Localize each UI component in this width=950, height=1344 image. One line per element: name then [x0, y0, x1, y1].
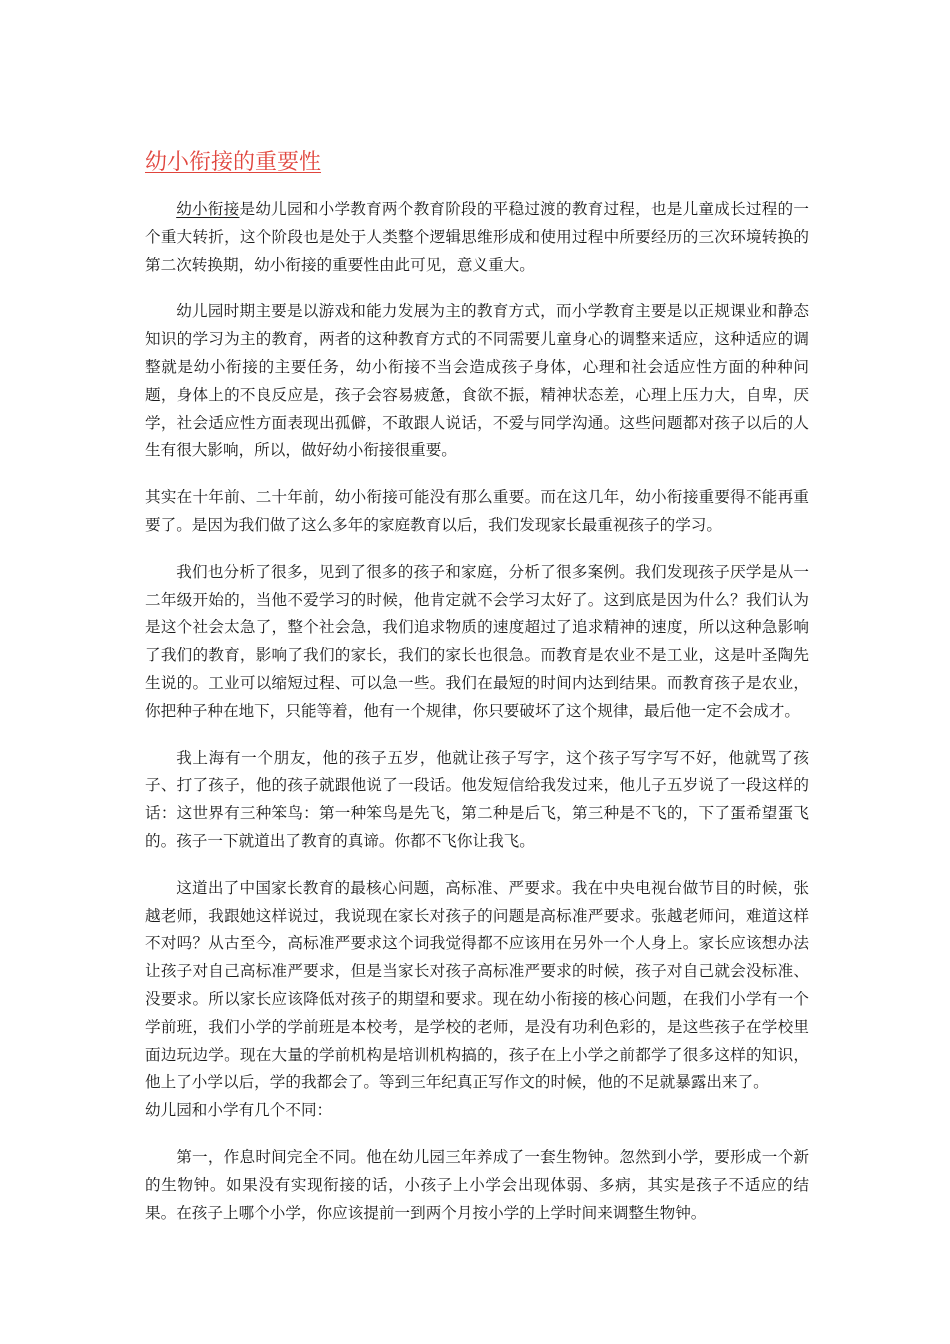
article-title[interactable]: 幼小衔接的重要性 — [145, 150, 322, 175]
paragraph-4: 我们也分析了很多，见到了很多的孩子和家庭，分析了很多案例。我们发现孩子厌学是从一二年级开始的，当他不爱学习的时候，他肯定就不会学习太好了。这到底是因为什么？我们认为是这个社会太急了，整个社会急，我们追求物质的速度超过了追求精神的速度，所以这种急影响了我们的教育，影响了我们的家长，我们的家长也很急。而教育是农业不是工业，这是叶圣陶先生说的。工业可以缩短过程、可以急一些。我们在最短的时间内达到结果。而教育孩子是农业，你把种子种在地下，只能等着，他有一个规律，你只要破坏了这个规律，最后他一定不会成才。 — [145, 562, 809, 720]
document-page — [145, 148, 809, 1227]
paragraph-intro — [145, 196, 809, 279]
paragraph-3: 其实在十年前、二十年前，幼小衔接可能没有那么重要。而在这几年，幼小衔接重要得不能再重要了。是因为我们做了这么多年的家庭教育以后，我们发现家长最重视孩子的学习。 — [145, 488, 809, 534]
paragraph-8: 第一，作息时间完全不同。他在幼儿园三年养成了一套生物钟。忽然到小学，要形成一个新的生物钟。如果没有实现衔接的话，小孩子上小学会出现体弱、多病，其实是孩子不适应的结果。在孩子上哪个小学，你应该提前一到两个月按小学的上学时间来调整生物钟。 — [145, 1147, 809, 1222]
paragraph-5: 我上海有一个朋友，他的孩子五岁，他就让孩子写字，这个孩子写字写不好，他就骂了孩子、打了孩子，他的孩子就跟他说了一段话。他发短信给我发过来，他儿子五岁说了一段这样的话：这世界有三种笨鸟：第一种笨鸟是先飞，第二种是后飞，第三种是不飞的，下了蛋希望蛋飞的。孩子一下就道出了教育的真谛。你都不飞你让我飞。 — [145, 748, 809, 850]
paragraph-intro-text: 是幼儿园和小学教育两个教育阶段的平稳过渡的教育过程，也是儿童成长过程的一个重大转折，这个阶段也是处于人类整个逻辑思维形成和使用过程中所要经历的三次环境转换的第二次转换期，幼小衔接的重要性由此可见，意义重大。 — [145, 200, 809, 274]
paragraph-2: 幼儿园时期主要是以游戏和能力发展为主的教育方式，而小学教育主要是以正规课业和静态知识的学习为主的教育，两者的这种教育方式的不同需要儿童身心的调整来适应，这种适应的调整就是幼小衔接的主要任务，幼小衔接不当会造成孩子身体，心理和社会适应性方面的种种问题，身体上的不良反应是，孩子会容易疲惫，食欲不振，精神状态差，心理上压力大，自卑，厌学，社会适应性方面表现出孤僻，不敢跟人说话，不爱与同学沟通。这些问题都对孩子以后的人生有很大影响，所以，做好幼小衔接很重要。 — [145, 302, 809, 460]
paragraph-7: 幼儿园和小学有几个不同： — [145, 1101, 333, 1120]
term-link[interactable]: 幼小衔接 — [176, 200, 240, 218]
paragraph-6: 这道出了中国家长教育的最核心问题，高标准、严要求。我在中央电视台做节目的时候，张越老师，我跟她这样说过，我说现在家长对孩子的问题是高标准严要求。张越老师问，难道这样不对吗？从古至今，高标准严要求这个词我觉得都不应该用在另外一个人身上。家长应该想办法让孩子对自己高标准严要求，但是当家长对孩子高标准严要求的时候，孩子对自己就会没标准、没要求。所以家长应该降低对孩子的期望和要求。现在幼小衔接的核心问题，在我们小学有一个学前班，我们小学的学前班是本校考，是学校的老师，是没有功利色彩的，是这些孩子在学校里面边玩边学。现在大量的学前机构是培训机构搞的，孩子在上小学之前都学了很多这样的知识，他上了小学以后，学的我都会了。等到三年纪真正写作文的时候，他的不足就暴露出来了。 — [145, 878, 809, 1092]
